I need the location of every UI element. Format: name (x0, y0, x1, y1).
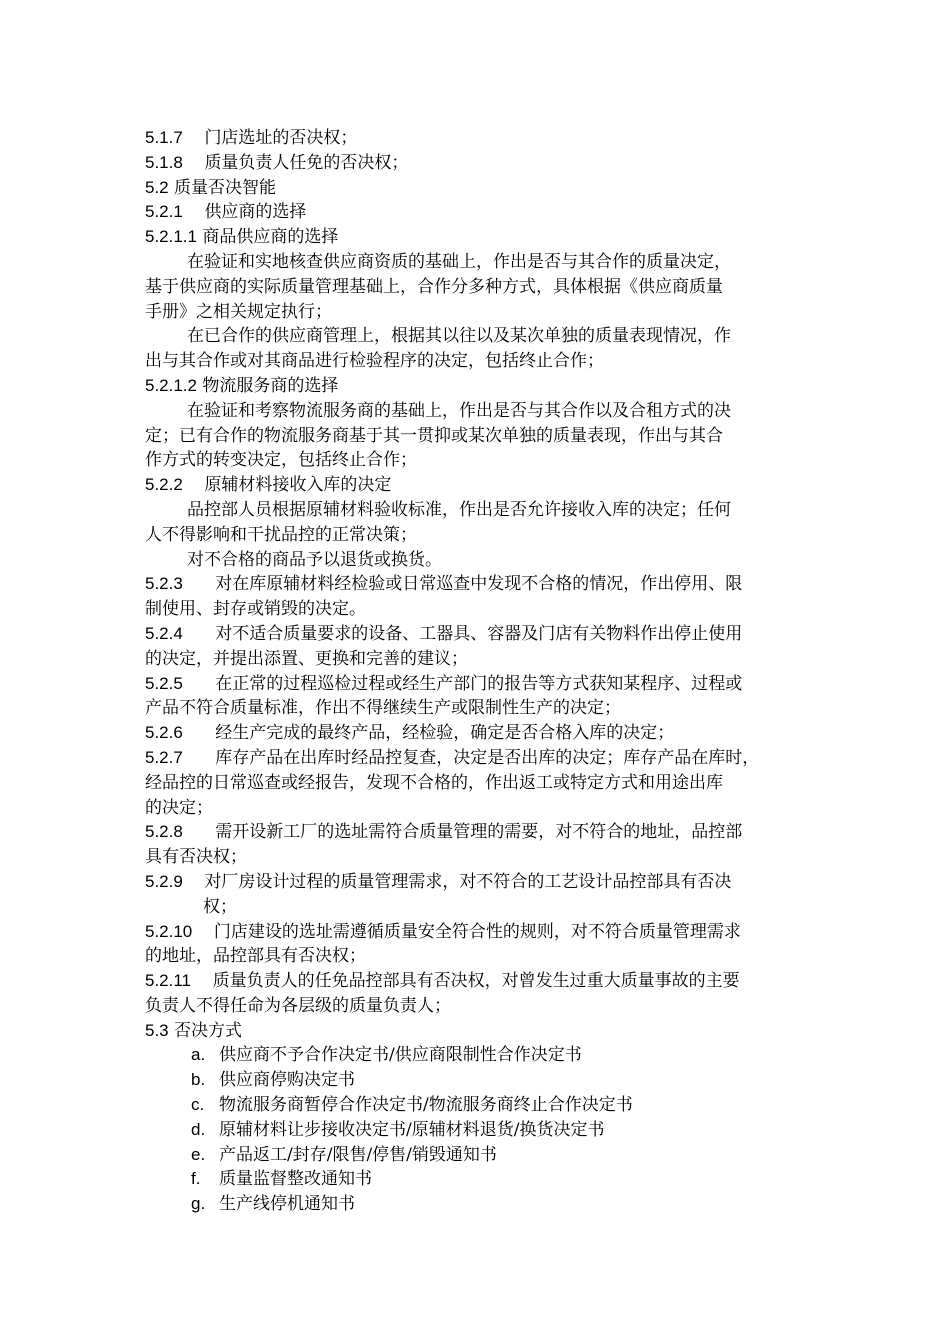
list-item (145, 1043, 810, 1068)
line-text: 商品供应商的选择 (202, 227, 339, 248)
paragraph-line (145, 647, 810, 672)
section-line (145, 746, 810, 771)
section-line (145, 151, 810, 176)
line-text: 对不适合质量要求的设备、工器具、容器及门店有关物料作出停止使用 (215, 623, 743, 644)
line-text: 门店建设的选址需遵循质量安全符合性的规则，对不符合质量管理需求 (213, 921, 741, 942)
section-number: 5.2.11 (145, 971, 192, 991)
line-text: 对不合格的商品予以退货或换货。 (187, 549, 442, 570)
line-text: 的决定，并提出添置、更换和完善的建议； (145, 648, 468, 669)
list-marker: c. (191, 1095, 205, 1115)
section-separator (183, 574, 215, 594)
line-text: 对在库原辅材料经检验或日常巡查中发现不合格的情况，作出停用、限 (215, 574, 743, 595)
section-separator (183, 624, 215, 644)
section-line (145, 920, 810, 945)
section-line (145, 721, 810, 746)
line-text: 经生产完成的最终产品，经检验，确定是否合格入库的决定； (215, 723, 675, 744)
list-marker: e. (191, 1144, 206, 1164)
line-text: 制使用、封存或销毁的决定。 (145, 599, 366, 620)
section-separator (183, 202, 205, 222)
section-line (145, 1019, 810, 1044)
section-line (145, 126, 810, 151)
paragraph-line (145, 498, 810, 523)
list-item (145, 1118, 810, 1143)
list-item (145, 1192, 810, 1217)
list-item (145, 1143, 810, 1168)
list-item (145, 1167, 810, 1192)
paragraph-line (145, 448, 810, 473)
line-text: 门店选址的否决权； (204, 128, 358, 148)
line-text: 品控部人员根据原辅材料验收标准，作出是否允许接收入库的决定；任何 (187, 499, 731, 520)
section-number: 5.1.7 (145, 128, 183, 147)
paragraph-line (145, 796, 810, 821)
paragraph-line (145, 250, 810, 275)
line-text: 人不得影响和干扰品控的正常决策； (145, 524, 417, 545)
section-number: 5.2.1.2 (145, 375, 197, 395)
list-item-text: 供应商停购决定书 (219, 1070, 355, 1091)
section-separator (183, 674, 215, 694)
line-text: 供应商的选择 (204, 202, 307, 223)
section-line (145, 820, 810, 845)
line-text: 在验证和考察物流服务商的基础上，作出是否与其合作以及合租方式的决 (187, 400, 731, 421)
section-line (145, 225, 810, 250)
line-text: 权； (203, 896, 237, 917)
section-separator (183, 128, 205, 148)
paragraph-line (145, 399, 810, 424)
section-separator (191, 971, 213, 991)
line-text: 负责人不得任命为各层级的质量负责人； (145, 995, 451, 1016)
list-item (145, 1068, 810, 1093)
line-text: 出与其合作或对其商品进行检验程序的决定，包括终止合作； (145, 351, 604, 372)
line-text: 在正常的过程巡检过程或经生产部门的报告等方式获知某程序、过程或 (215, 673, 743, 694)
list-item-text: 供应商不予合作决定书/供应商限制性合作决定书 (219, 1045, 582, 1066)
section-number: 5.2.9 (145, 871, 183, 891)
line-text: 基于供应商的实际质量管理基础上，合作分多种方式，具体根据《供应商质量 (145, 276, 723, 297)
section-number: 5.2.8 (145, 822, 183, 842)
section-separator (183, 748, 215, 768)
section-separator (183, 723, 215, 743)
section-number: 5.2.7 (145, 747, 183, 767)
list-marker: b. (191, 1070, 206, 1090)
section-line (145, 622, 810, 647)
paragraph-line (145, 944, 810, 969)
list-marker: f. (191, 1169, 201, 1189)
line-text: 的决定； (145, 797, 213, 818)
paragraph-line (145, 845, 810, 870)
paragraph-line (145, 324, 810, 349)
line-text: 物流服务商的选择 (202, 375, 339, 396)
section-line (145, 572, 810, 597)
list-item-text: 质量监督整改通知书 (219, 1169, 372, 1190)
section-line (145, 969, 810, 994)
section-number: 5.2.6 (145, 723, 183, 743)
paragraph-line (145, 994, 810, 1019)
section-number: 5.1.8 (145, 152, 183, 172)
list-item-text: 生产线停机通知书 (219, 1194, 355, 1215)
line-text: 定；已有合作的物流服务商基于其一贯抑或某次单独的质量表现，作出与其合 (145, 425, 723, 446)
section-number: 5.2.10 (145, 921, 193, 941)
list-item-text: 物流服务商暂停合作决定书/物流服务商终止合作决定书 (219, 1095, 633, 1116)
section-line (145, 176, 810, 201)
line-text: 具有否决权； (145, 847, 247, 868)
section-number: 5.2.4 (145, 623, 183, 643)
section-line (145, 473, 810, 498)
line-text: 质量否决智能 (174, 177, 277, 198)
paragraph-line (145, 771, 810, 796)
paragraph-line (145, 275, 810, 300)
line-text: 库存产品在出库时经品控复查，决定是否出库的决定；库存产品在库时， (215, 747, 760, 768)
section-line (145, 672, 810, 697)
list-item-text: 产品返工/封存/限售/停售/销毁通知书 (219, 1144, 497, 1165)
line-text: 作方式的转变决定，包括终止合作； (145, 450, 417, 471)
line-text: 在已合作的供应商管理上，根据其以往以及某次单独的质量表现情况，作 (187, 326, 731, 347)
line-text: 质量负责人任免的否决权； (204, 152, 409, 173)
line-text: 否决方式 (174, 1020, 243, 1041)
paragraph-line (145, 349, 810, 374)
section-separator (183, 872, 205, 892)
section-separator (192, 922, 214, 942)
paragraph-line (145, 597, 810, 622)
section-number: 5.2.2 (145, 475, 183, 495)
line-text: 原辅材料接收入库的决定 (204, 475, 392, 496)
section-number: 5.2.1 (145, 202, 183, 222)
list-marker: g. (191, 1194, 206, 1214)
section-number: 5.3 (145, 1020, 169, 1040)
list-marker: a. (191, 1045, 206, 1065)
section-line (145, 200, 810, 225)
line-text: 质量负责人的任免品控部具有否决权，对曾发生过重大质量事故的主要 (212, 971, 740, 992)
document-body (145, 126, 810, 1217)
paragraph-line (145, 548, 810, 573)
section-number: 5.2.1.1 (145, 227, 197, 247)
section-number: 5.2.5 (145, 673, 183, 693)
section-number: 5.2 (145, 177, 169, 197)
line-text: 需开设新工厂的选址需符合质量管理的需要，对不符合的地址，品控部 (215, 822, 743, 843)
paragraph-line (145, 895, 810, 920)
line-text: 的地址，品控部具有否决权； (145, 946, 366, 967)
section-line (145, 374, 810, 399)
line-text: 在验证和实地核查供应商资质的基础上，作出是否与其合作的质量决定， (187, 251, 731, 272)
list-marker: d. (191, 1119, 206, 1139)
section-separator (183, 822, 215, 842)
list-item (145, 1093, 810, 1118)
section-separator (183, 475, 205, 495)
paragraph-line (145, 424, 810, 449)
paragraph-line (145, 300, 810, 325)
line-text: 对厂房设计过程的质量管理需求，对不符合的工艺设计品控部具有否决 (204, 871, 732, 892)
list-item-text: 原辅材料让步接收决定书/原辅材料退货/换货决定书 (219, 1119, 605, 1140)
line-text: 经品控的日常巡查或经报告，发现不合格的，作出返工或特定方式和用途出库 (145, 772, 723, 793)
line-text: 手册》之相关规定执行； (145, 301, 332, 322)
section-number: 5.2.3 (145, 574, 183, 594)
line-text: 产品不符合质量标准，作出不得继续生产或限制性生产的决定； (145, 698, 621, 719)
section-separator (183, 153, 205, 173)
paragraph-line (145, 523, 810, 548)
paragraph-line (145, 696, 810, 721)
section-line (145, 870, 810, 895)
